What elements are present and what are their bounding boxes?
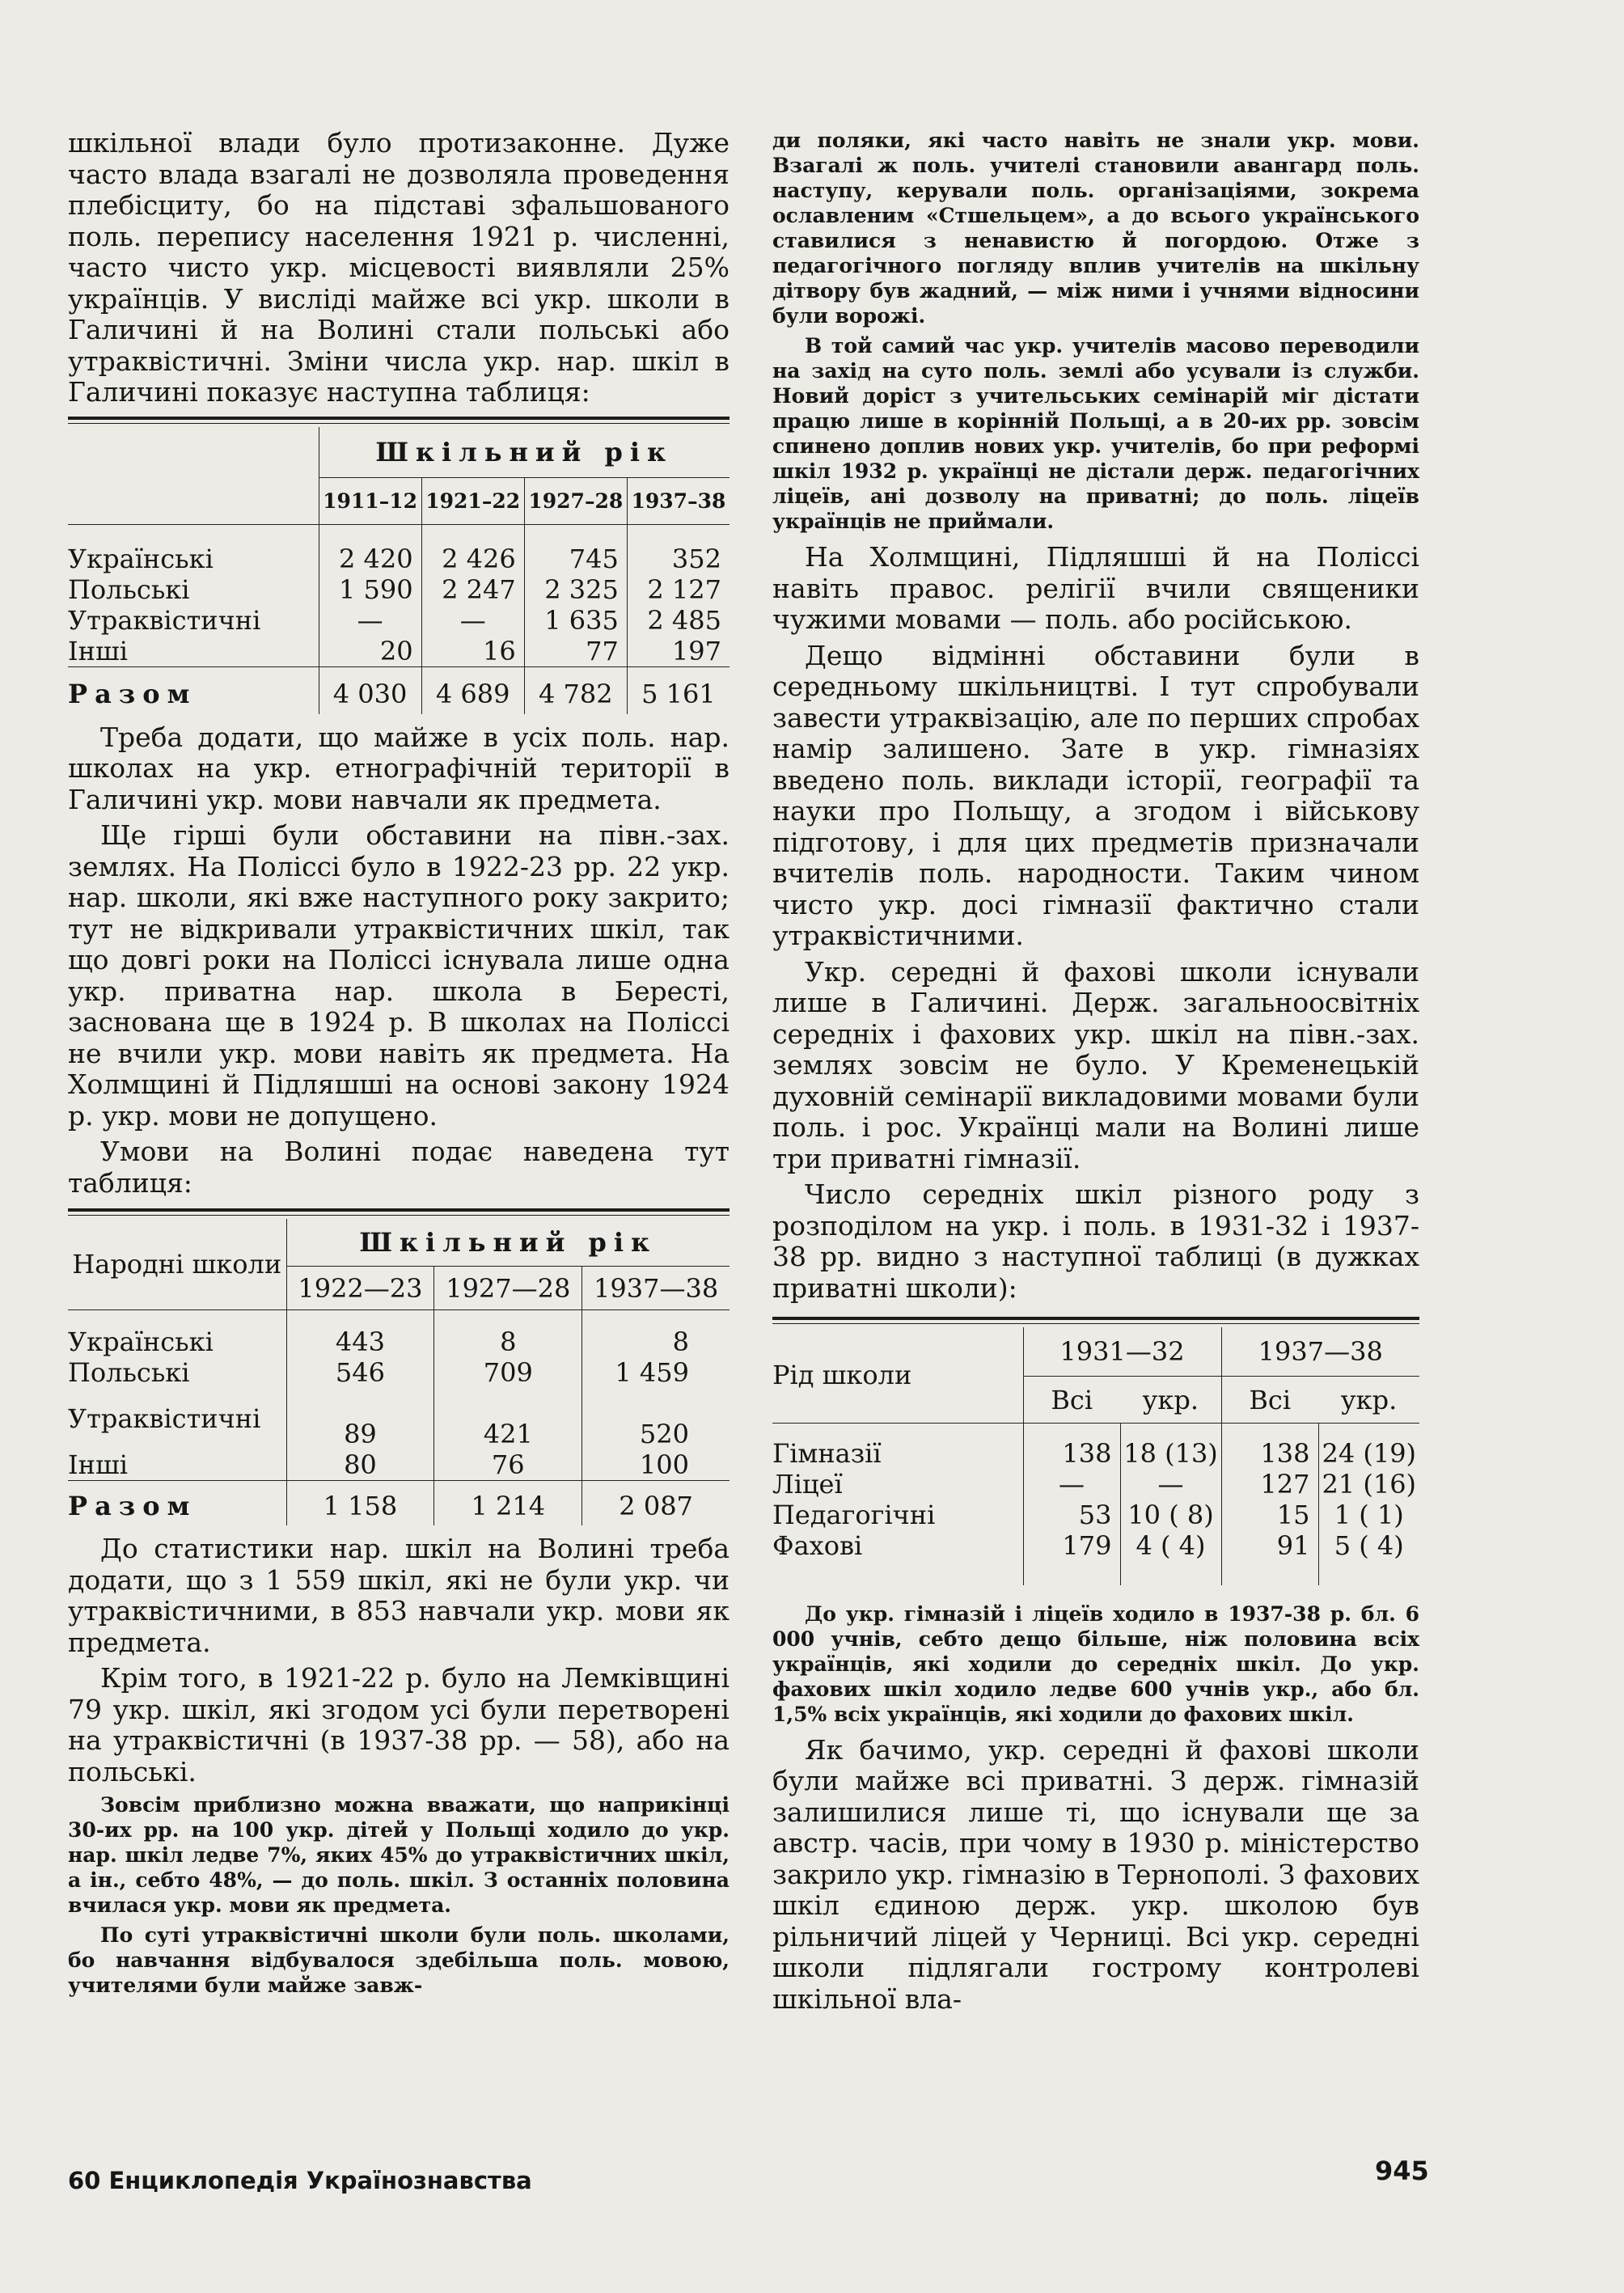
cell: 2 426 xyxy=(421,544,524,574)
left-paragraph-4: Умови на Волині подає наведена тут таблиця: xyxy=(68,1136,730,1199)
cell: 2 247 xyxy=(421,574,524,605)
cell: 76 xyxy=(434,1449,582,1481)
cell: 179 xyxy=(1023,1530,1120,1561)
left-column xyxy=(68,128,730,1998)
right-column xyxy=(772,128,1419,2015)
table-secondary-schools xyxy=(772,1327,1419,1585)
total-label: Разом xyxy=(68,667,319,714)
cell: 16 xyxy=(421,636,524,667)
table-total-row xyxy=(68,667,730,714)
right-paragraph-7: До укр. гімназій і ліцеїв ходило в 1937-38 р. бл. 6 000 учнів, себто дещо більше, ніж половина всіх українців, які ходили до середніх шкіл. До укр. фахових шкіл ходило ледве 600 учнів укр., або бл. 1,5% всіх українців, які ходили до фахових шкіл. xyxy=(772,1601,1419,1726)
table2-year-header: 1922—23 xyxy=(286,1267,434,1310)
table1-top-rule xyxy=(68,417,730,424)
cell: 2 087 xyxy=(582,1480,730,1525)
cell: 10 ( 8) xyxy=(1120,1500,1221,1530)
row-label: Польські xyxy=(68,574,190,605)
table1-year-header: 1927–28 xyxy=(524,477,627,524)
cell: 15 xyxy=(1221,1500,1318,1530)
table-row xyxy=(68,1449,730,1481)
cell: 8 xyxy=(434,1326,582,1357)
left-paragraph-2: Треба додати, що майже в усіх поль. нар. школах на укр. етнографічній території в Галичині укр. мови навчали як предмета. xyxy=(68,721,730,815)
cell: 53 xyxy=(1023,1500,1120,1530)
table-row xyxy=(68,1357,730,1388)
row-label: Гімназії xyxy=(772,1437,882,1469)
table3-sub-header: укр. xyxy=(1318,1377,1419,1424)
cell: 352 xyxy=(627,544,730,574)
table2-group-header: Шкільний рік xyxy=(286,1219,730,1267)
cell: 4 030 xyxy=(319,667,421,714)
cell: 18 (13) xyxy=(1120,1438,1221,1469)
cell: 8 xyxy=(582,1326,730,1357)
row-label: Ліцеї xyxy=(772,1468,843,1500)
left-paragraph-6: Крім того, в 1921-22 р. було на Лемківщині 79 укр. шкіл, які згодом усі були перетворені на утраквістичні (в 1937-38 рр. — 58), або на польські. xyxy=(68,1662,730,1787)
cell: 197 xyxy=(627,636,730,667)
table-total-row xyxy=(68,1480,730,1525)
table-row xyxy=(772,1530,1419,1561)
row-label: Фахові xyxy=(772,1529,863,1561)
left-paragraph-7: Зовсім приблизно можна вважати, що наприкінці 30-их рр. на 100 укр. дітей у Польщі ходило до укр. нар. шкіл ледве 7%, яких 45% до утраквістичних шкіл, а ін., себто 48%, — до поль. шкіл. З останніх половина вчилася укр. мови як предмета. xyxy=(68,1793,730,1917)
table1-corner xyxy=(68,427,319,525)
row-label: Українські xyxy=(68,544,214,574)
row-label: Утраквістичні xyxy=(68,605,261,636)
table-row xyxy=(68,574,730,605)
cell: 4 782 xyxy=(524,667,627,714)
right-paragraph-2: В той самий час укр. учителів масово переводили на захід на суто поль. землі або усували із служби. Новий доріст з учительських семінарій міг дістати працю лише в корінній Польщі, а в 20-их рр. зовсім спинено доплив нових укр. учителів, бо при реформі шкіл 1932 р. українці не дістали держ. педагогічних ліцеїв, ані дозволу на приватні; до поль. ліцеїв українців не приймали. xyxy=(772,334,1419,533)
cell: 2 127 xyxy=(627,574,730,605)
cell: — xyxy=(1120,1469,1221,1500)
table-row xyxy=(772,1469,1419,1500)
row-label: Інші xyxy=(68,1449,128,1480)
cell: 1 214 xyxy=(434,1480,582,1525)
cell: 20 xyxy=(319,636,421,667)
table2-top-rule xyxy=(68,1208,730,1216)
cell: 1 158 xyxy=(286,1480,434,1525)
cell: 546 xyxy=(286,1357,434,1388)
cell: 127 xyxy=(1221,1469,1318,1500)
table3-sub-header: укр. xyxy=(1120,1377,1221,1424)
table3-sub-header: Всі xyxy=(1221,1377,1318,1424)
cell: 2 420 xyxy=(319,544,421,574)
cell: 4 ( 4) xyxy=(1120,1530,1221,1561)
left-paragraph-5: До статистики нар. шкіл на Волині треба додати, що з 1 559 шкіл, які не були укр. чи утраквістичними, в 853 навчали укр. мови як предмета. xyxy=(68,1533,730,1658)
table-row xyxy=(68,1326,730,1357)
cell: 1 590 xyxy=(319,574,421,605)
table3-year-header: 1931—32 xyxy=(1023,1327,1221,1377)
cell: 80 xyxy=(286,1449,434,1481)
table2-row-header: Народні школи xyxy=(68,1219,286,1310)
cell: 2 325 xyxy=(524,574,627,605)
right-paragraph-1: ди поляки, які часто навіть не знали укр. мови. Взагалі ж поль. учителі становили авангард поль. наступу, керували поль. організаціями, зокрема ославленим «Стшельцем», а до всього українського ставилися з ненавистю й погордою. Отже з педагогічного погляду вплив учителів на шкільну дітвору був жадний, — між ними і учнями відносини були ворожі. xyxy=(772,129,1419,328)
row-label: Польські xyxy=(68,1356,190,1388)
cell: 745 xyxy=(524,544,627,574)
table3-row-header: Рід школи xyxy=(772,1327,1023,1424)
table-row xyxy=(68,605,730,636)
table3-top-rule xyxy=(772,1317,1419,1324)
left-paragraph-8: По суті утраквістичні школи були поль. школами, бо навчання відбувалося здебільша поль. мовою, учителями були майже завж- xyxy=(68,1923,730,1997)
table3-year-header: 1937—38 xyxy=(1221,1327,1419,1377)
cell: 21 (16) xyxy=(1318,1469,1419,1500)
table-row xyxy=(68,1388,730,1449)
cell: 1 635 xyxy=(524,605,627,636)
right-paragraph-5: Укр. середні й фахові школи існували лише в Галичині. Держ. загальноосвітніх середніх і фахових укр. шкіл на півн.-зах. землях зовсім не було. У Кременецькій духовній семінарії викладовими мовами були поль. і рос. Українці мали на Волині лише три приватні гімназії. xyxy=(772,955,1419,1174)
left-paragraph-1: шкільної влади було протизаконне. Дуже часто влада взагалі не дозволяла проведення плебісциту, бо на підставі зфальшованого поль. перепису населення 1921 р. численні, часто чисто укр. місцевості виявляли 25% українців. У висліді майже всі укр. школи в Галичині й на Волині стали польські або утраквістичні. Зміни числа укр. нар. шкіл в Галичині показує наступна таблиця: xyxy=(68,127,730,408)
cell: 138 xyxy=(1023,1438,1120,1469)
cell: 2 485 xyxy=(627,605,730,636)
cell: 421 xyxy=(434,1388,582,1449)
right-paragraph-4: Дещо відмінні обставини були в середньому шкільництві. І тут спробували завести утраквізацію, але по перших спробах намір залишено. Зате в укр. гімназіях введено поль. виклади історії, географії та науки про Польщу, а згодом і військову підготову, і для цих предметів призначали вчителів поль. народности. Таким чином чисто укр. досі гімназії фактично стали утраквістичними. xyxy=(772,639,1419,951)
table1-year-header: 1937–38 xyxy=(627,477,730,524)
cell: 138 xyxy=(1221,1438,1318,1469)
table-row xyxy=(772,1500,1419,1530)
cell: 443 xyxy=(286,1326,434,1357)
cell: 520 xyxy=(582,1388,730,1449)
table-volhynia-schools xyxy=(68,1219,730,1525)
cell: 24 (19) xyxy=(1318,1438,1419,1469)
table3-sub-header: Всі xyxy=(1023,1377,1120,1424)
row-label: Утраквістичні xyxy=(68,1402,261,1434)
table1-year-header: 1911–12 xyxy=(319,477,421,524)
cell: — xyxy=(319,605,421,636)
table-row xyxy=(68,544,730,574)
cell: 1 459 xyxy=(582,1357,730,1388)
right-paragraph-3: На Холмщині, Підляшші й на Поліссі навіть правос. релігії вчили священики чужими мовами — поль. або російською. xyxy=(772,541,1419,635)
cell: 77 xyxy=(524,636,627,667)
table-galicia-schools xyxy=(68,427,730,714)
cell: 1 ( 1) xyxy=(1318,1500,1419,1530)
table-row xyxy=(68,636,730,667)
cell: — xyxy=(421,605,524,636)
row-label: Педагогічні xyxy=(772,1499,936,1530)
footer-publication: 60 Енциклопедія Українознавства xyxy=(68,2167,532,2194)
right-paragraph-6: Число середніх шкіл різного роду з розподілом на укр. і поль. в 1931-32 і 1937-38 рр. видно з наступної таблиці (в дужках приватні школи): xyxy=(772,1178,1419,1304)
cell: 89 xyxy=(286,1388,434,1449)
right-paragraph-8: Як бачимо, укр. середні й фахові школи були майже всі приватні. З держ. гімназій залишилися лише ті, що існували ще за австр. часів, при чому в 1930 р. міністерство закрило укр. гімназію в Тернополі. З фахових шкіл єдиною держ. укр. школою був рільничий ліцей у Черниці. Всі укр. середні школи підлягали гострому контролеві шкільної вла- xyxy=(772,1733,1420,2015)
total-label: Разом xyxy=(68,1480,286,1525)
table1-group-header: Шкільний рік xyxy=(319,427,730,478)
row-label: Інші xyxy=(68,636,128,666)
table2-year-header: 1937—38 xyxy=(582,1267,730,1310)
row-label: Українські xyxy=(68,1326,214,1357)
cell: 4 689 xyxy=(421,667,524,714)
table2-year-header: 1927—28 xyxy=(434,1267,582,1310)
cell: — xyxy=(1023,1469,1120,1500)
cell: 5 ( 4) xyxy=(1318,1530,1419,1561)
cell: 5 161 xyxy=(627,667,730,714)
left-paragraph-3: Ще гірші були обставини на півн.-зах. землях. На Поліссі було в 1922-23 рр. 22 укр. нар. школи, які вже наступного року закрито; тут не відкривали утраквістичних шкіл, так що довгі роки на Поліссі існувала лише одна укр. приватна нар. школа в Бересті, заснована ще в 1924 р. В школах на Поліссі не вчили укр. мови навіть як предмета. На Холмщині й Підляшші на основі закону 1924 р. укр. мови не допущено. xyxy=(68,819,730,1132)
cell: 709 xyxy=(434,1357,582,1388)
page-number: 945 xyxy=(1375,2156,1429,2186)
cell: 91 xyxy=(1221,1530,1318,1561)
cell: 100 xyxy=(582,1449,730,1481)
table-row xyxy=(772,1438,1419,1469)
table1-year-header: 1921–22 xyxy=(421,477,524,524)
